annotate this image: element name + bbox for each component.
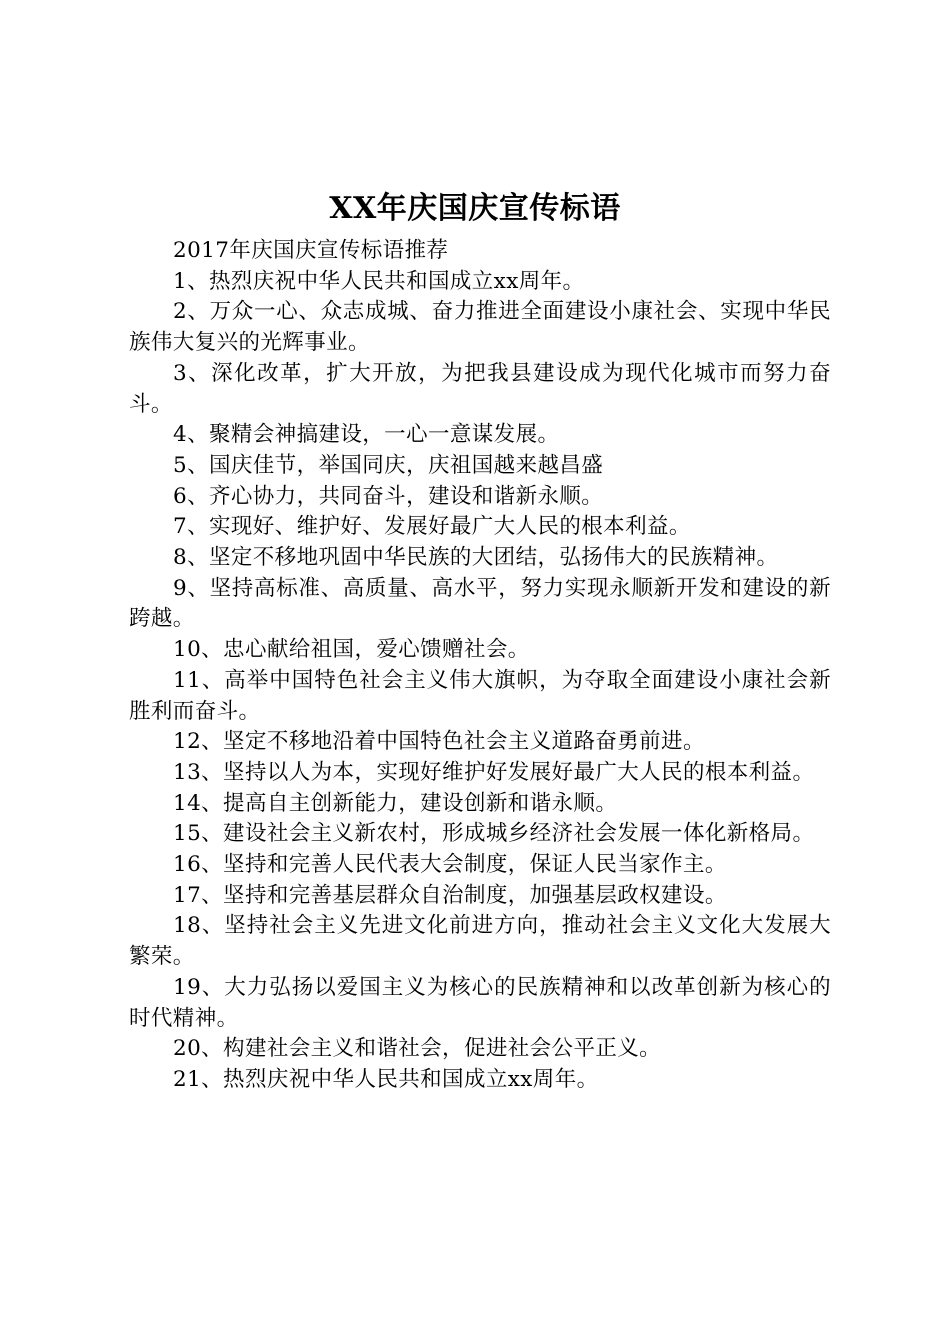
slogan-7: 7、实现好、维护好、发展好最广大人民的根本利益。 xyxy=(173,514,691,540)
slogan-10: 10、忠心献给祖国，爱心馈赠社会。 xyxy=(173,637,530,663)
slogan-21: 21、热烈庆祝中华人民共和国成立xx周年。 xyxy=(173,1066,599,1092)
slogan-15: 15、建设社会主义新农村，形成城乡经济社会发展一体化新格局。 xyxy=(173,821,815,847)
slogan-3: 3、深化改革，扩大开放，为把我县建设成为现代化城市而努力奋斗。 xyxy=(129,360,831,417)
slogan-16: 16、坚持和完善人民代表大会制度，保证人民当家作主。 xyxy=(173,852,727,878)
slogan-19: 19、大力弘扬以爱国主义为核心的民族精神和以改革创新为核心的时代精神。 xyxy=(129,974,831,1031)
slogan-9: 9、坚持高标准、高质量、高水平，努力实现永顺新开发和建设的新跨越。 xyxy=(129,575,831,632)
slogan-12: 12、坚定不移地沿着中国特色社会主义道路奋勇前进。 xyxy=(173,729,705,755)
document-title: XX年庆国庆宣传标语 xyxy=(329,191,621,226)
document-body xyxy=(129,236,831,1096)
slogan-5: 5、国庆佳节，举国同庆，庆祖国越来越昌盛 xyxy=(173,452,604,478)
slogan-11: 11、高举中国特色社会主义伟大旗帜，为夺取全面建设小康社会新胜利而奋斗。 xyxy=(129,667,831,724)
slogan-4: 4、聚精会神搞建设，一心一意谋发展。 xyxy=(173,422,560,448)
slogan-6: 6、齐心协力，共同奋斗，建设和谐新永顺。 xyxy=(173,483,604,509)
slogan-17: 17、坚持和完善基层群众自治制度，加强基层政权建设。 xyxy=(173,882,727,908)
slogan-18: 18、坚持社会主义先进文化前进方向，推动社会主义文化大发展大繁荣。 xyxy=(129,913,831,970)
slogan-20: 20、构建社会主义和谐社会，促进社会公平正义。 xyxy=(173,1036,662,1062)
slogan-13: 13、坚持以人为本，实现好维护好发展好最广大人民的根本利益。 xyxy=(173,759,815,785)
paragraph-intro: 2017年庆国庆宣传标语推荐 xyxy=(173,238,449,263)
slogan-14: 14、提高自主创新能力，建设创新和谐永顺。 xyxy=(173,790,618,816)
slogan-8: 8、坚定不移地巩固中华民族的大团结，弘扬伟大的民族精神。 xyxy=(173,545,779,571)
slogan-1: 1、热烈庆祝中华人民共和国成立xx周年。 xyxy=(173,268,585,294)
slogan-2: 2、万众一心、众志成城、奋力推进全面建设小康社会、实现中华民族伟大复兴的光辉事业。 xyxy=(129,299,831,356)
